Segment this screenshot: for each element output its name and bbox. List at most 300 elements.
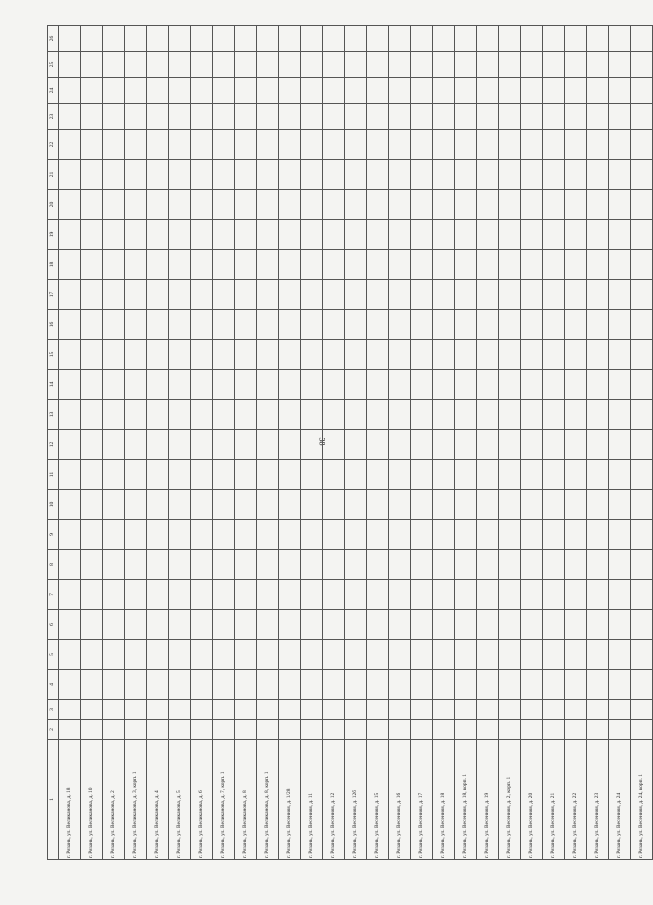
data-cell: [301, 720, 323, 740]
data-cell: [499, 78, 521, 104]
data-cell: [389, 550, 411, 580]
data-cell: [367, 490, 389, 520]
data-cell: [345, 580, 367, 610]
data-cell: [125, 280, 147, 310]
table-row: [103, 26, 125, 860]
data-cell: [587, 190, 609, 220]
data-cell: [345, 340, 367, 370]
data-cell: [455, 610, 477, 640]
data-cell: [433, 460, 455, 490]
data-cell: [543, 640, 565, 670]
data-cell: [477, 310, 499, 340]
data-cell: [191, 520, 213, 550]
data-cell: [235, 370, 257, 400]
data-cell: [257, 720, 279, 740]
data-cell: [543, 250, 565, 280]
data-cell: [235, 640, 257, 670]
address-cell: г. Рязань, ул. Великанова, д. 3, корп. 1: [125, 740, 147, 860]
data-cell: [455, 550, 477, 580]
data-cell: [631, 550, 653, 580]
data-cell: [323, 670, 345, 700]
data-cell: [367, 640, 389, 670]
data-cell: [411, 52, 433, 78]
data-cell: [565, 340, 587, 370]
data-cell: [411, 26, 433, 52]
data-cell: [499, 520, 521, 550]
data-cell: [587, 430, 609, 460]
data-cell: [565, 610, 587, 640]
data-cell: [477, 490, 499, 520]
data-cell: [279, 160, 301, 190]
data-cell: [587, 460, 609, 490]
data-cell: [389, 340, 411, 370]
data-cell: [565, 670, 587, 700]
address-cell: г. Рязань, ул. Великанова, д. 4: [147, 740, 169, 860]
column-number-25: 25: [48, 52, 59, 78]
data-cell: [433, 520, 455, 550]
data-cell: [81, 430, 103, 460]
data-cell: [367, 520, 389, 550]
table-row: [125, 26, 147, 860]
data-cell: [169, 104, 191, 130]
data-cell: [59, 580, 81, 610]
data-cell: [609, 520, 631, 550]
data-cell: [367, 580, 389, 610]
data-cell: [521, 310, 543, 340]
data-cell: [389, 520, 411, 550]
table-row: [499, 26, 521, 860]
data-cell: [433, 280, 455, 310]
data-cell: [411, 720, 433, 740]
data-cell: [257, 460, 279, 490]
data-cell: [477, 550, 499, 580]
data-cell: [103, 580, 125, 610]
data-cell: [367, 104, 389, 130]
address-cell: г. Рязань, ул. Великанова, д. 5: [169, 740, 191, 860]
data-cell: [147, 670, 169, 700]
data-cell: [81, 370, 103, 400]
data-cell: [521, 490, 543, 520]
data-cell: [125, 610, 147, 640]
data-cell: [169, 460, 191, 490]
data-cell: [345, 26, 367, 52]
data-cell: [125, 430, 147, 460]
data-cell: [367, 670, 389, 700]
data-cell: [191, 104, 213, 130]
table-row: [147, 26, 169, 860]
data-cell: [257, 26, 279, 52]
column-number-7: 7: [48, 580, 59, 610]
data-cell: [169, 370, 191, 400]
data-cell: [213, 550, 235, 580]
data-cell: [323, 104, 345, 130]
data-cell: [279, 700, 301, 720]
data-cell: [455, 580, 477, 610]
data-cell: [81, 250, 103, 280]
data-cell: [257, 520, 279, 550]
data-cell: [345, 400, 367, 430]
data-cell: [499, 52, 521, 78]
address-cell: г. Рязань, ул. Весенняя, д. 21: [543, 740, 565, 860]
data-cell: [521, 26, 543, 52]
data-cell: [477, 460, 499, 490]
data-cell: [103, 250, 125, 280]
data-cell: [521, 340, 543, 370]
data-cell: [59, 340, 81, 370]
data-cell: [213, 400, 235, 430]
data-cell: [235, 78, 257, 104]
data-cell: [301, 26, 323, 52]
page-number: 38: [317, 437, 327, 446]
table-row: [565, 26, 587, 860]
data-cell: [521, 640, 543, 670]
data-cell: [565, 640, 587, 670]
data-cell: [59, 310, 81, 340]
data-cell: [389, 104, 411, 130]
data-cell: [565, 26, 587, 52]
data-cell: [499, 104, 521, 130]
data-cell: [323, 280, 345, 310]
data-cell: [565, 460, 587, 490]
data-cell: [455, 430, 477, 460]
data-cell: [609, 160, 631, 190]
data-cell: [169, 52, 191, 78]
data-cell: [631, 460, 653, 490]
data-cell: [59, 280, 81, 310]
data-cell: [609, 640, 631, 670]
data-cell: [169, 310, 191, 340]
table-body: [59, 26, 653, 860]
data-cell: [169, 130, 191, 160]
data-cell: [477, 26, 499, 52]
table-row: [411, 26, 433, 860]
data-cell: [257, 670, 279, 700]
data-cell: [191, 78, 213, 104]
data-cell: [257, 52, 279, 78]
data-cell: [279, 640, 301, 670]
data-cell: [257, 104, 279, 130]
data-cell: [367, 190, 389, 220]
data-cell: [609, 700, 631, 720]
table-row: [345, 26, 367, 860]
data-cell: [609, 340, 631, 370]
data-cell: [235, 610, 257, 640]
data-cell: [411, 220, 433, 250]
data-cell: [499, 280, 521, 310]
data-cell: [609, 490, 631, 520]
data-cell: [59, 700, 81, 720]
data-cell: [565, 370, 587, 400]
data-cell: [411, 340, 433, 370]
data-cell: [565, 104, 587, 130]
address-cell: г. Рязань, ул. Весенняя, д. 2, корп. 1: [499, 740, 521, 860]
data-cell: [169, 190, 191, 220]
data-cell: [367, 610, 389, 640]
data-cell: [301, 190, 323, 220]
data-cell: [125, 104, 147, 130]
data-cell: [389, 460, 411, 490]
data-cell: [587, 310, 609, 340]
data-cell: [543, 160, 565, 190]
data-cell: [323, 310, 345, 340]
column-number-6: 6: [48, 610, 59, 640]
data-cell: [433, 670, 455, 700]
data-cell: [301, 104, 323, 130]
data-cell: [477, 250, 499, 280]
data-cell: [433, 190, 455, 220]
data-cell: [279, 610, 301, 640]
data-cell: [213, 130, 235, 160]
data-cell: [455, 640, 477, 670]
data-cell: [257, 160, 279, 190]
data-cell: [609, 430, 631, 460]
data-cell: [367, 280, 389, 310]
column-number-8: 8: [48, 550, 59, 580]
data-cell: [81, 610, 103, 640]
data-cell: [631, 340, 653, 370]
data-cell: [565, 220, 587, 250]
data-cell: [631, 310, 653, 340]
data-cell: [345, 310, 367, 340]
data-cell: [587, 280, 609, 310]
data-cell: [609, 104, 631, 130]
data-cell: [103, 640, 125, 670]
data-cell: [125, 310, 147, 340]
data-cell: [411, 580, 433, 610]
data-cell: [191, 26, 213, 52]
data-cell: [631, 400, 653, 430]
data-cell: [213, 430, 235, 460]
data-cell: [323, 430, 345, 460]
data-cell: [257, 130, 279, 160]
data-cell: [631, 490, 653, 520]
data-cell: [521, 700, 543, 720]
table-row: [367, 26, 389, 860]
column-number-20: 20: [48, 190, 59, 220]
table-row: [587, 26, 609, 860]
data-cell: [213, 720, 235, 740]
address-cell: г. Рязань, ул. Весенняя, д. 24, корп. 1: [631, 740, 653, 860]
data-cell: [433, 160, 455, 190]
data-cell: [323, 78, 345, 104]
data-cell: [499, 430, 521, 460]
data-cell: [631, 26, 653, 52]
data-cell: [367, 400, 389, 430]
data-cell: [389, 78, 411, 104]
data-cell: [389, 310, 411, 340]
data-cell: [521, 160, 543, 190]
column-number-3: 3: [48, 700, 59, 720]
data-cell: [235, 670, 257, 700]
data-cell: [103, 190, 125, 220]
data-cell: [301, 250, 323, 280]
data-cell: [389, 430, 411, 460]
column-number-9: 9: [48, 520, 59, 550]
data-cell: [587, 78, 609, 104]
data-cell: [257, 250, 279, 280]
data-cell: [147, 78, 169, 104]
data-cell: [213, 26, 235, 52]
data-cell: [169, 580, 191, 610]
data-cell: [81, 640, 103, 670]
data-cell: [433, 52, 455, 78]
data-cell: [169, 26, 191, 52]
data-cell: [499, 580, 521, 610]
data-cell: [301, 78, 323, 104]
data-cell: [587, 580, 609, 610]
data-cell: [521, 460, 543, 490]
data-cell: [147, 400, 169, 430]
data-cell: [543, 190, 565, 220]
data-cell: [257, 370, 279, 400]
data-cell: [59, 52, 81, 78]
data-cell: [455, 370, 477, 400]
data-cell: [587, 520, 609, 550]
address-cell: г. Рязань, ул. Весенняя, д. 16: [389, 740, 411, 860]
data-cell: [609, 78, 631, 104]
housing-table: [47, 25, 653, 860]
data-cell: [191, 700, 213, 720]
data-cell: [587, 400, 609, 430]
data-cell: [213, 460, 235, 490]
data-cell: [235, 310, 257, 340]
table-row: [301, 26, 323, 860]
data-cell: [169, 550, 191, 580]
data-cell: [345, 460, 367, 490]
data-cell: [367, 370, 389, 400]
data-cell: [565, 250, 587, 280]
data-cell: [587, 550, 609, 580]
data-cell: [59, 370, 81, 400]
data-cell: [367, 250, 389, 280]
data-cell: [433, 610, 455, 640]
data-cell: [543, 340, 565, 370]
data-cell: [433, 550, 455, 580]
data-cell: [213, 370, 235, 400]
data-cell: [81, 220, 103, 250]
data-cell: [169, 400, 191, 430]
column-number-10: 10: [48, 490, 59, 520]
data-cell: [411, 430, 433, 460]
data-cell: [367, 78, 389, 104]
data-cell: [279, 460, 301, 490]
data-cell: [345, 250, 367, 280]
data-cell: [191, 430, 213, 460]
data-cell: [103, 160, 125, 190]
data-cell: [367, 160, 389, 190]
data-cell: [389, 720, 411, 740]
data-cell: [367, 340, 389, 370]
data-cell: [213, 220, 235, 250]
data-cell: [59, 490, 81, 520]
data-cell: [125, 190, 147, 220]
data-cell: [367, 430, 389, 460]
data-cell: [631, 78, 653, 104]
data-cell: [103, 26, 125, 52]
data-cell: [499, 700, 521, 720]
data-cell: [103, 520, 125, 550]
data-cell: [81, 460, 103, 490]
data-cell: [345, 720, 367, 740]
data-cell: [323, 580, 345, 610]
data-cell: [191, 280, 213, 310]
data-cell: [433, 310, 455, 340]
data-cell: [433, 340, 455, 370]
table-row: [521, 26, 543, 860]
data-cell: [455, 160, 477, 190]
data-cell: [81, 26, 103, 52]
address-cell: г. Рязань, ул. Великанова, д. 6: [191, 740, 213, 860]
data-cell: [499, 370, 521, 400]
data-cell: [169, 720, 191, 740]
data-cell: [213, 490, 235, 520]
data-cell: [477, 78, 499, 104]
data-cell: [125, 340, 147, 370]
data-cell: [147, 700, 169, 720]
data-cell: [521, 400, 543, 430]
data-cell: [125, 160, 147, 190]
data-cell: [389, 190, 411, 220]
data-cell: [125, 130, 147, 160]
data-cell: [477, 640, 499, 670]
data-cell: [125, 550, 147, 580]
data-cell: [543, 430, 565, 460]
data-cell: [521, 720, 543, 740]
data-cell: [367, 700, 389, 720]
data-cell: [191, 670, 213, 700]
data-cell: [631, 700, 653, 720]
address-cell: г. Рязань, ул. Весенняя, д. 12б: [345, 740, 367, 860]
data-cell: [477, 610, 499, 640]
data-cell: [345, 610, 367, 640]
data-cell: [81, 52, 103, 78]
data-cell: [169, 340, 191, 370]
data-cell: [455, 78, 477, 104]
data-cell: [323, 52, 345, 78]
data-cell: [81, 78, 103, 104]
data-cell: [499, 340, 521, 370]
data-cell: [455, 720, 477, 740]
data-cell: [279, 26, 301, 52]
data-cell: [433, 400, 455, 430]
data-cell: [631, 670, 653, 700]
data-cell: [213, 670, 235, 700]
data-cell: [565, 580, 587, 610]
data-cell: [477, 670, 499, 700]
data-cell: [125, 460, 147, 490]
data-cell: [499, 550, 521, 580]
data-cell: [59, 78, 81, 104]
data-cell: [367, 720, 389, 740]
data-cell: [147, 220, 169, 250]
data-cell: [345, 52, 367, 78]
data-cell: [301, 370, 323, 400]
data-cell: [367, 310, 389, 340]
data-cell: [103, 104, 125, 130]
data-cell: [543, 610, 565, 640]
data-cell: [81, 104, 103, 130]
data-cell: [631, 104, 653, 130]
data-cell: [587, 720, 609, 740]
data-cell: [257, 280, 279, 310]
data-cell: [213, 250, 235, 280]
data-cell: [389, 220, 411, 250]
data-cell: [631, 720, 653, 740]
data-cell: [609, 250, 631, 280]
data-cell: [565, 160, 587, 190]
data-cell: [191, 640, 213, 670]
data-cell: [191, 580, 213, 610]
